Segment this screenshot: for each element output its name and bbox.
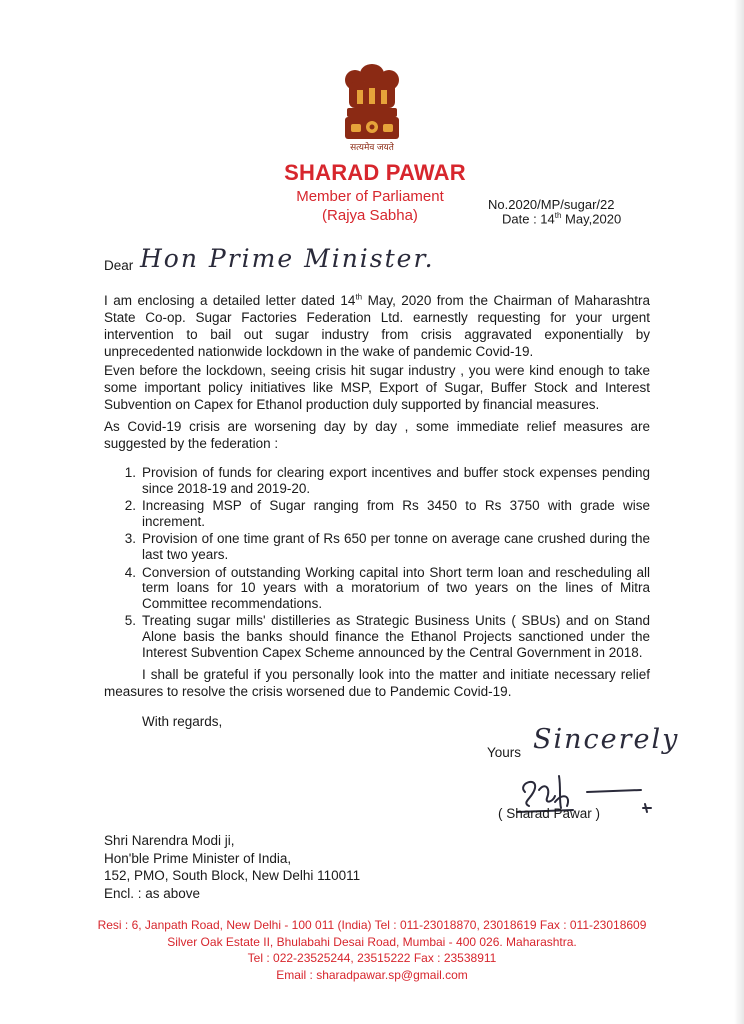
closing-regards: With regards, [142,714,223,729]
paragraph-2: Even before the lockdown, seeing crisis hit sugar industry , you were kind enough to take some important policy initiatives like MSP, Export of Sugar, Buffer Stock and Interest Subvention on Capex for Ethanol production duly supported by financial measures. [104,363,650,412]
handwritten-sincerely: Sincerely [533,724,680,755]
closing-yours: Yours [487,745,522,760]
reference-number: No.2020/MP/sugar/22 [488,197,615,212]
letterhead-footer [60,917,684,983]
footer-line: Tel : 022-23525244, 23515222 Fax : 23538911 [247,951,497,966]
list-item-number: 1. [124,465,136,480]
paragraph-1-b: May, 2020 from the Chairman of Maharashtra State Co-op. Sugar Factories Federation Ltd. earnestly requesting for your urgent intervention to bail out sugar industry from crisis aggravated exponentially by unprecedented nationwide lockdown in the wake of pandemic Covid-19. [104,293,650,359]
letterhead-house: (Rajya Sabha) [322,207,418,224]
letter-date [502,211,621,226]
letterhead-designation: Member of Parliament [296,188,444,205]
date-prefix: Date : 14 [502,211,555,227]
list-item-text: Increasing MSP of Sugar ranging from Rs 3450 to Rs 3750 with grade wise increment. [142,498,650,529]
footer-email: Email : sharadpawar.sp@gmail.com [276,967,468,982]
addressee-line: Shri Narendra Modi ji, [104,833,235,848]
letterhead-name: SHARAD PAWAR [284,160,466,185]
list-item [104,613,650,660]
signatory-name: ( Sharad Pawar ) [498,806,601,821]
salutation: Dear [104,258,134,273]
list-item [104,531,650,562]
list-item-text: Provision of funds for clearing export incentives and buffer stock expenses pending since 2018-19 and 2019-20. [142,465,650,496]
footer-line: Resi : 6, Janpath Road, New Delhi - 100 011 (India) Tel : 011-23018870, 23018619 Fax : 011-23018609 [97,918,647,932]
footer-line: Silver Oak Estate II, Bhulabahi Desai Road, Mumbai - 400 026. Maharashtra. [167,934,577,949]
list-item-number: 4. [124,564,136,580]
paragraph-3: As Covid-19 crisis are worsening day by day , some immediate relief measures are suggested by the federation : [104,419,650,451]
date-ordinal: th [554,211,562,220]
date-suffix: May,2020 [561,211,622,227]
paragraph-1 [104,292,650,360]
paragraph-1-ordinal: th [355,292,363,302]
enclosure-line: Encl. : as above [104,885,201,901]
relief-measures-list [104,465,650,662]
emblem-motto: सत्यमेव जयते [350,142,394,152]
list-item-text: Treating sugar mills' distilleries as Strategic Business Units ( SBUs) and on Stand Alone basis the banks should finance the Ethanol Projects sanctioned under the Interest Subvention Capex Scheme announced by the Central Government in 2018. [142,613,650,660]
addressee-line: 152, PMO, South Block, New Delhi 110011 [104,868,361,884]
paragraph-1-a: I am enclosing a detailed letter dated 14 [104,293,356,308]
list-item-number: 2. [124,498,136,514]
list-item [104,465,650,496]
list-item [104,498,650,529]
handwritten-salutation: Hon Prime Minister. [140,244,435,273]
paragraph-4: I shall be grateful if you personally look into the matter and initiate necessary relief measures to resolve the crisis worsened due to Pandemic Covid-19. [104,667,650,699]
list-item-text: Conversion of outstanding Working capital into Short term loan and rescheduling all term loans for 10 years with a moratorium of two years on the lines of Mitra Committee recommendations. [142,564,650,611]
addressee-block [104,832,360,902]
list-item [104,565,650,612]
addressee-line: Hon'ble Prime Minister of India, [104,850,292,866]
list-item-number: 5. [124,613,136,629]
list-item-number: 3. [124,531,136,547]
list-item-text: Provision of one time grant of Rs 650 per tonne on average cane crushed during the last two years. [142,531,650,562]
page-edge-shadow [734,0,744,1024]
